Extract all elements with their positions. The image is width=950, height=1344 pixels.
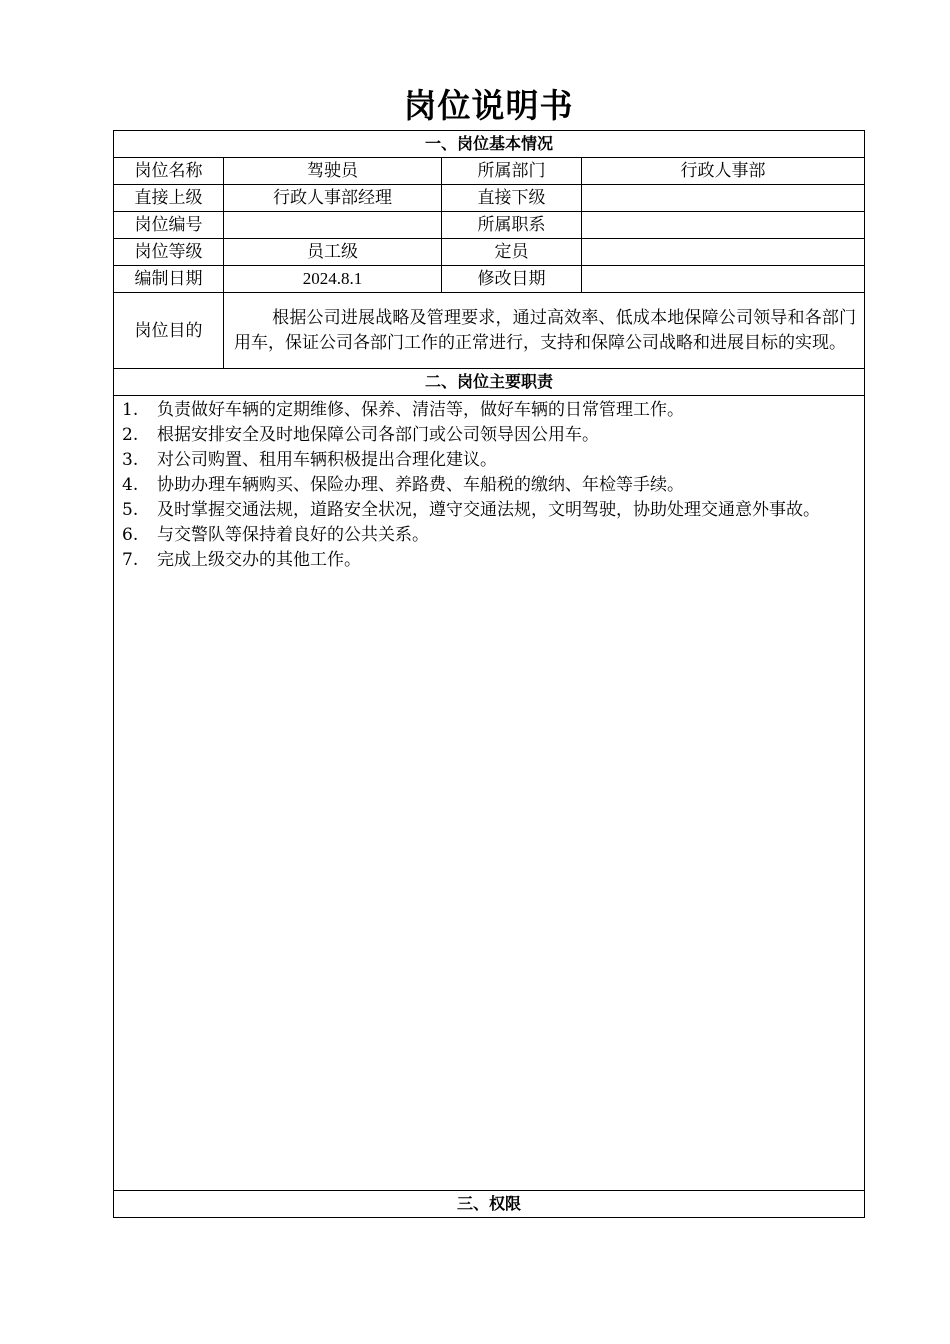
list-item xyxy=(122,523,856,548)
list-text: 根据安排安全及时地保障公司各部门或公司领导因公用车。 xyxy=(157,425,599,445)
list-item xyxy=(122,548,856,573)
field-value xyxy=(224,212,442,239)
list-text: 对公司购置、租用车辆积极提出合理化建议。 xyxy=(157,450,497,470)
document-title: 岗位说明书 xyxy=(403,86,574,125)
list-text: 负责做好车辆的定期维修、保养、清洁等，做好车辆的日常管理工作。 xyxy=(157,400,684,420)
field-label: 岗位等级 xyxy=(114,239,224,266)
section3-header: 三、权限 xyxy=(114,1191,865,1218)
section3-header-row xyxy=(114,1191,865,1218)
field-label: 直接上级 xyxy=(114,185,224,212)
field-label: 岗位编号 xyxy=(114,212,224,239)
purpose-text: 根据公司进展战略及管理要求，通过高效率、低成本地保障公司领导和各部门用车，保证公司各部门工作的正常进行，支持和保障公司战略和进展目标的实现。 xyxy=(234,307,857,353)
table-row xyxy=(114,239,865,266)
field-value: 2024.8.1 xyxy=(224,266,442,293)
list-item xyxy=(122,448,856,473)
table-row xyxy=(114,158,865,185)
field-value: 员工级 xyxy=(224,239,442,266)
list-number: 3. xyxy=(122,450,139,470)
section2-header: 二、岗位主要职责 xyxy=(114,369,865,396)
purpose-row xyxy=(114,293,865,369)
list-number: 1. xyxy=(122,400,139,420)
table-row xyxy=(114,185,865,212)
list-text: 协助办理车辆购买、保险办理、养路费、车船税的缴纳、年检等手续。 xyxy=(157,475,684,495)
list-item xyxy=(122,498,856,523)
list-number: 5. xyxy=(122,500,139,520)
field-label: 直接下级 xyxy=(442,185,582,212)
list-number: 6. xyxy=(122,525,139,545)
section2-header-row xyxy=(114,369,865,396)
field-value xyxy=(582,212,865,239)
list-text: 及时掌握交通法规，道路安全状况，遵守交通法规，文明驾驶，协助处理交通意外事故。 xyxy=(157,500,820,520)
duties-row xyxy=(114,396,865,1191)
purpose-cell xyxy=(224,293,865,369)
list-number: 2. xyxy=(122,425,139,445)
field-value xyxy=(582,239,865,266)
job-description-table xyxy=(113,130,865,1218)
list-item xyxy=(122,423,856,448)
list-item xyxy=(122,473,856,498)
table-row xyxy=(114,212,865,239)
list-item xyxy=(122,398,856,423)
list-text: 与交警队等保持着良好的公共关系。 xyxy=(157,525,429,545)
list-number: 4. xyxy=(122,475,139,495)
table-row xyxy=(114,266,865,293)
field-value: 行政人事部 xyxy=(582,158,865,185)
field-label: 编制日期 xyxy=(114,266,224,293)
list-number: 7. xyxy=(122,550,139,570)
field-label: 岗位名称 xyxy=(114,158,224,185)
field-value: 驾驶员 xyxy=(224,158,442,185)
field-label: 修改日期 xyxy=(442,266,582,293)
field-value: 行政人事部经理 xyxy=(224,185,442,212)
field-label: 所属职系 xyxy=(442,212,582,239)
field-value xyxy=(582,185,865,212)
list-text: 完成上级交办的其他工作。 xyxy=(157,550,361,570)
section1-header-row xyxy=(114,131,865,158)
section1-header: 一、岗位基本情况 xyxy=(114,131,865,158)
field-label: 所属部门 xyxy=(442,158,582,185)
field-label: 定员 xyxy=(442,239,582,266)
purpose-label: 岗位目的 xyxy=(114,293,224,369)
duties-cell xyxy=(114,396,865,1191)
field-value xyxy=(582,266,865,293)
